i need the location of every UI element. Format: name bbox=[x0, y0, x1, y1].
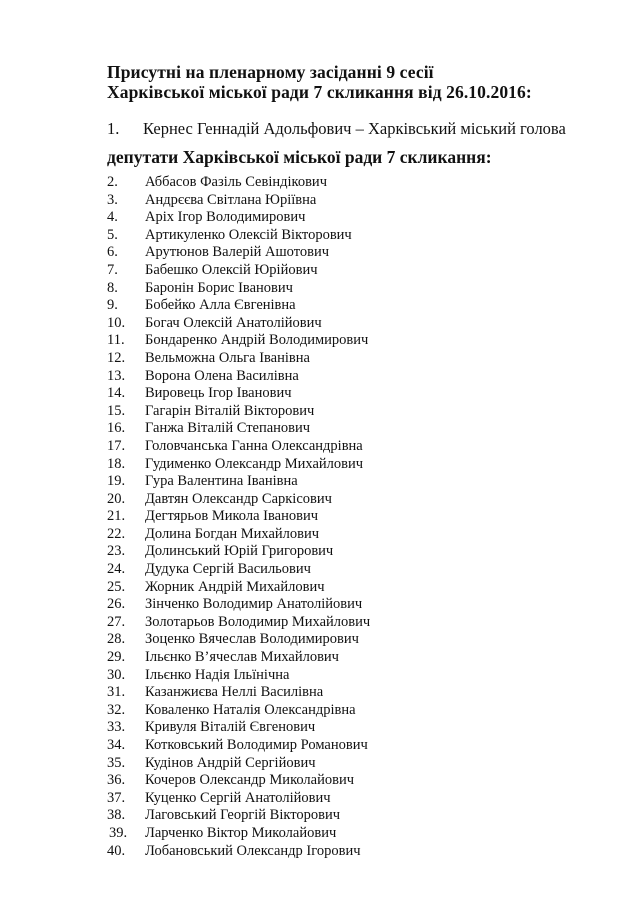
list-item-name: Лаговський Георгій Вікторович bbox=[145, 807, 341, 824]
list-item bbox=[107, 649, 370, 667]
list-item bbox=[107, 280, 370, 298]
list-item bbox=[107, 385, 370, 403]
list-item bbox=[107, 420, 370, 438]
list-item-number: 27. bbox=[107, 613, 126, 630]
list-item-name: Бабешко Олексій Юрійович bbox=[145, 261, 318, 278]
list-item-number: 4. bbox=[107, 209, 118, 226]
list-item-name: Артикуленко Олексій Вікторович bbox=[145, 226, 352, 243]
list-item bbox=[107, 227, 370, 245]
list-item-name: Кочеров Олександр Миколайович bbox=[145, 772, 355, 789]
list-item-number: 7. bbox=[107, 261, 118, 278]
list-item-number: 11. bbox=[107, 332, 125, 349]
document-title bbox=[107, 62, 532, 102]
list-item-name: Аріх Ігор Володимирович bbox=[145, 209, 306, 226]
title-line-1: Присутні на пленарному засіданні 9 сесії bbox=[107, 62, 434, 82]
list-item-name: Ганжа Віталій Степанович bbox=[145, 420, 311, 437]
list-item bbox=[107, 508, 370, 526]
list-item bbox=[107, 596, 370, 614]
list-item-number: 23. bbox=[107, 543, 126, 560]
list-item bbox=[107, 825, 370, 843]
list-item-name: Дудука Сергій Васильович bbox=[145, 561, 311, 578]
list-item bbox=[107, 244, 370, 262]
list-item-name: Ларченко Віктор Миколайович bbox=[145, 824, 337, 841]
list-item-number: 31. bbox=[107, 684, 126, 701]
list-item bbox=[107, 438, 370, 456]
list-item-name: Бондаренко Андрій Володимирович bbox=[145, 332, 369, 349]
list-item bbox=[107, 631, 370, 649]
list-item-number: 33. bbox=[107, 719, 126, 736]
list-item-number: 32. bbox=[107, 701, 126, 718]
list-item-number: 10. bbox=[107, 314, 126, 331]
list-item-number: 35. bbox=[107, 754, 126, 771]
city-head-text: Кернес Геннадій Адольфович – Харківський міський голова bbox=[143, 119, 566, 138]
list-item bbox=[107, 350, 370, 368]
list-item-number: 2. bbox=[107, 174, 118, 190]
list-item-number: 39. bbox=[109, 824, 128, 841]
list-item-number: 38. bbox=[107, 807, 126, 824]
list-item-name: Бобейко Алла Євгенівна bbox=[145, 297, 296, 314]
list-item-name: Гагарін Віталій Вікторович bbox=[145, 402, 315, 419]
list-item-number: 24. bbox=[107, 561, 126, 578]
list-item-number: 14. bbox=[107, 385, 126, 402]
list-item bbox=[107, 174, 370, 192]
list-item-number: 19. bbox=[107, 473, 126, 490]
list-item bbox=[107, 491, 370, 509]
list-item-name: Вировець Ігор Іванович bbox=[145, 385, 292, 402]
list-item-name: Долина Богдан Михайлович bbox=[145, 525, 320, 542]
list-item bbox=[107, 297, 370, 315]
list-item-number: 12. bbox=[107, 349, 126, 366]
list-item-name: Кривуля Віталій Євгенович bbox=[145, 719, 316, 736]
list-item-number: 20. bbox=[107, 490, 126, 507]
list-item bbox=[107, 543, 370, 561]
list-item bbox=[107, 561, 370, 579]
list-item bbox=[107, 332, 370, 350]
list-item-name: Зінченко Володимир Анатолійович bbox=[145, 596, 363, 613]
list-item-name: Золотарьов Володимир Михайлович bbox=[145, 613, 371, 630]
list-item-name: Головчанська Ганна Олександрівна bbox=[145, 437, 363, 454]
list-item bbox=[107, 262, 370, 280]
list-item bbox=[107, 684, 370, 702]
list-item bbox=[107, 315, 370, 333]
list-item bbox=[107, 368, 370, 386]
deputies-heading: депутати Харківської міської ради 7 скликання: bbox=[107, 147, 492, 167]
list-item-number: 40. bbox=[107, 842, 126, 859]
list-item bbox=[107, 790, 370, 808]
list-item-name: Куценко Сергій Анатолійович bbox=[145, 789, 331, 806]
list-item bbox=[107, 456, 370, 474]
list-item-name: Казанжиєва Неллі Василівна bbox=[145, 684, 324, 701]
city-head-row bbox=[107, 119, 566, 139]
list-item-name: Дегтярьов Микола Іванович bbox=[145, 508, 318, 525]
list-item bbox=[107, 702, 370, 720]
city-head-number: 1. bbox=[107, 119, 120, 138]
list-item-name: Жорник Андрій Михайлович bbox=[145, 578, 325, 595]
list-item bbox=[107, 755, 370, 773]
list-item-number: 25. bbox=[107, 578, 126, 595]
list-item-name: Богач Олексій Анатолійович bbox=[145, 314, 322, 331]
list-item-number: 16. bbox=[107, 420, 126, 437]
list-item-name: Гудименко Олександр Михайлович bbox=[145, 455, 364, 472]
list-item-name: Кудінов Андрій Сергійович bbox=[145, 754, 316, 771]
list-item bbox=[107, 737, 370, 755]
list-item bbox=[107, 614, 370, 632]
list-item-name: Гура Валентина Іванівна bbox=[145, 473, 298, 490]
list-item-number: 22. bbox=[107, 525, 126, 542]
list-item bbox=[107, 667, 370, 685]
list-item-number: 34. bbox=[107, 737, 126, 753]
list-item-number: 13. bbox=[107, 367, 126, 384]
list-item-number: 36. bbox=[107, 772, 126, 789]
list-item-number: 26. bbox=[107, 596, 126, 613]
list-item bbox=[107, 209, 370, 227]
list-item bbox=[107, 579, 370, 597]
list-item bbox=[107, 772, 370, 790]
list-item-name: Ворона Олена Василівна bbox=[145, 367, 299, 384]
list-item bbox=[107, 403, 370, 421]
list-item-number: 21. bbox=[107, 508, 126, 525]
list-item-name: Ільєнко Надія Ільїнічна bbox=[145, 666, 290, 683]
list-item-number: 5. bbox=[107, 226, 118, 243]
list-item-number: 9. bbox=[107, 297, 118, 314]
list-item-name: Давтян Олександр Саркісович bbox=[145, 490, 332, 507]
title-line-2: Харківської міської ради 7 скликання від 26.10.2016: bbox=[107, 82, 532, 102]
list-item-name: Аббасов Фазіль Севіндікович bbox=[145, 174, 327, 190]
list-item-name: Андрєєва Світлана Юріївна bbox=[145, 191, 317, 208]
list-item bbox=[107, 719, 370, 737]
list-item-number: 15. bbox=[107, 402, 126, 419]
list-item-name: Баронін Борис Іванович bbox=[145, 279, 293, 296]
list-item-name: Долинський Юрій Григорович bbox=[145, 543, 334, 560]
list-item bbox=[107, 807, 370, 825]
list-item-number: 8. bbox=[107, 279, 118, 296]
list-item-name: Ільєнко В’ячеслав Михайлович bbox=[145, 649, 339, 666]
list-item-number: 30. bbox=[107, 666, 126, 683]
list-item-name: Арутюнов Валерій Ашотович bbox=[145, 244, 329, 261]
list-item-name: Коваленко Наталія Олександрівна bbox=[145, 701, 356, 718]
list-item bbox=[107, 473, 370, 491]
list-item-name: Котковський Володимир Романович bbox=[145, 737, 368, 753]
list-item-name: Вельможна Ольга Іванівна bbox=[145, 349, 310, 366]
list-item-number: 18. bbox=[107, 455, 126, 472]
deputies-list bbox=[107, 174, 370, 860]
list-item bbox=[107, 526, 370, 544]
list-item-number: 17. bbox=[107, 437, 126, 454]
list-item-number: 29. bbox=[107, 649, 126, 666]
list-item-number: 3. bbox=[107, 191, 118, 208]
list-item bbox=[107, 192, 370, 210]
list-item bbox=[107, 843, 370, 861]
list-item-number: 6. bbox=[107, 244, 118, 261]
list-item-number: 28. bbox=[107, 631, 126, 648]
list-item-number: 37. bbox=[107, 789, 126, 806]
list-item-name: Лобановський Олександр Ігорович bbox=[145, 842, 361, 859]
list-item-name: Зоценко Вячеслав Володимирович bbox=[145, 631, 359, 648]
